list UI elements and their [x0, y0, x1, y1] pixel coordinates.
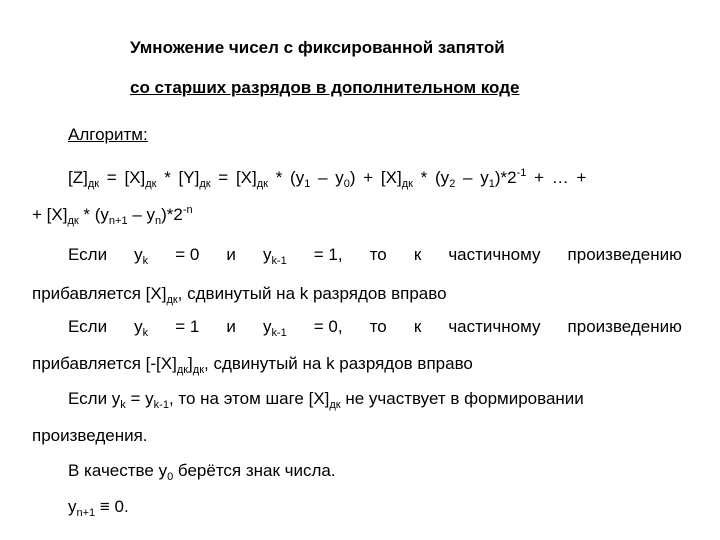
sign-rule: В качестве $y_0$ берётся знак числа.: [68, 461, 336, 483]
rule-3: Если $y_k = y_{k-1}$, то на этом шаге $[X]_{дк}$ не участвует в формировании: [68, 389, 584, 411]
algorithm-label: Алгоритм:: [68, 125, 148, 144]
final-condition: $y_{n+1} \equiv 0$.: [68, 497, 129, 519]
rule-2: Если $y_k$ = 1 и $y_{k-1}$ = 0, то к частичному произведению: [68, 317, 682, 339]
rule-1: Если $y_k$ = 0 и $y_{k-1}$ = 1, то к частичному произведению: [68, 245, 682, 267]
title-line-2: со старших разрядов в дополнительном коде: [130, 78, 520, 97]
formula-line-2: + $[X]_{дк} * (y_{n+1} - y_n)*2^{-n}$: [32, 204, 193, 227]
rule-2-continuation: прибавляется $[-[X]_{дк}]_{дк}$, сдвинутый на k разрядов вправо: [32, 354, 473, 376]
formula-line-1: $[Z]_{дк} = [X]_{дк} * [Y]_{дк} = [X]_{дк} * (y_1 - y_0) + [X]_{дк} * (y_2 - y_1)*2^{-1}$ + … +: [68, 167, 587, 190]
rule-3-continuation: произведения.: [32, 426, 148, 445]
rule-1-continuation: прибавляется $[X]_{дк}$, сдвинутый на k разрядов вправо: [32, 284, 447, 306]
title-line-1: Умножение чисел с фиксированной запятой: [130, 38, 505, 57]
